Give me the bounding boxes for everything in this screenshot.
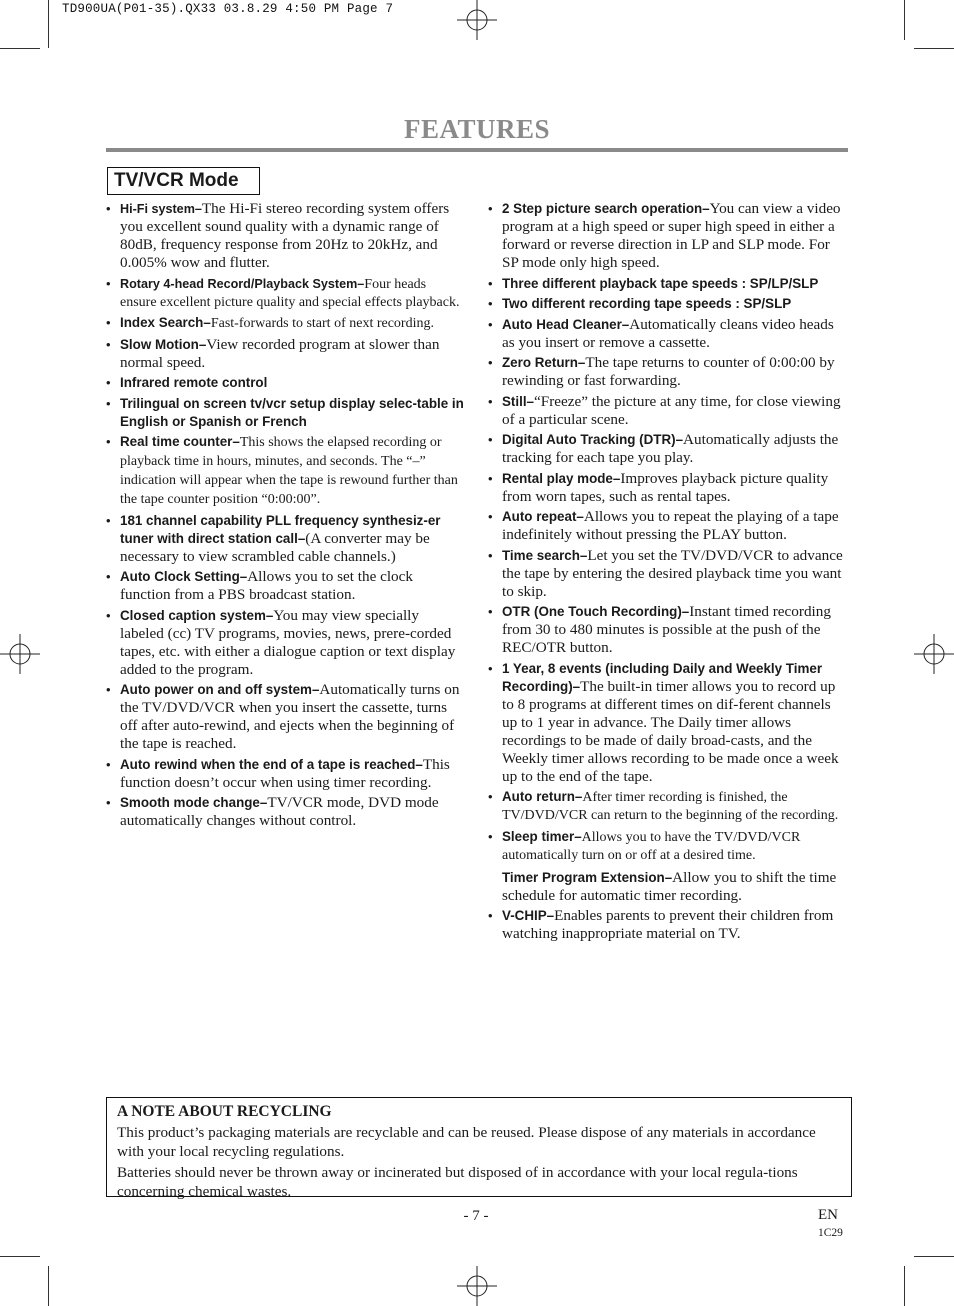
- crop-mark: [0, 48, 40, 49]
- feature-item: • Two different recording tape speeds : SP/SLP: [488, 296, 792, 311]
- feature-item: • OTR (One Touch Recording)–Instant timed recording from 30 to 480 minutes is possible at the push of the REC/OTR button.: [488, 603, 831, 656]
- recycling-paragraph: Batteries should never be thrown away or incinerated but disposed of in accordance with your local regula-tions concerning chemical wastes.: [117, 1163, 798, 1200]
- feature-item: • 1 Year, 8 events (including Daily and Weekly Timer Recording)–The built-in timer allows you to record up to 8 programs at different times on dif-ferent channels up to 1 year in advance. The Daily timer allows recordings to be made of daily broad-casts, and the Weekly timer allows recording to be made once a week up to the end of the tape.: [488, 660, 839, 785]
- registration-mark-icon: [0, 634, 40, 674]
- feature-item: • Infrared remote control: [106, 375, 268, 390]
- crop-mark: [0, 1256, 40, 1257]
- feature-item: • Trilingual on screen tv/vcr setup display selec-table in English or Spanish or French: [106, 395, 464, 429]
- feature-item: • Auto Head Cleaner–Automatically cleans video heads as you insert or remove a cassette.: [488, 315, 834, 351]
- mode-heading: TV/VCR Mode: [107, 167, 260, 195]
- feature-item: • Auto Clock Setting–Allows you to set the clock function from a PBS broadcast station.: [106, 568, 413, 603]
- right-feature-column: [488, 200, 848, 946]
- recycling-note: [106, 1097, 852, 1200]
- crop-mark: [904, 0, 905, 40]
- title-rule: [106, 148, 848, 152]
- document-code: 1C29: [818, 1227, 843, 1239]
- feature-item: • Closed caption system–You may view specially labeled (cc) TV programs, movies, news, prere-corded tapes, etc. with either a dialogue caption or text display added to the program.: [106, 606, 456, 678]
- page-title: FEATURES: [403, 114, 551, 144]
- page-number: - 7 -: [463, 1208, 489, 1224]
- feature-item: • Rotary 4-head Record/Playback System–Four heads ensure excellent picture quality and special effects playback.: [106, 275, 460, 310]
- crop-mark: [48, 1266, 49, 1306]
- crop-mark: [904, 1266, 905, 1306]
- feature-item: • Auto repeat–Allows you to repeat the playing of a tape indefinitely without pressing the PLAY button.: [488, 508, 839, 543]
- registration-mark-icon: [914, 634, 954, 674]
- feature-item: • Three different playback tape speeds : SP/LP/SLP: [488, 275, 819, 291]
- feature-item: • Auto power on and off system–Automatically turns on the TV/DVD/VCR when you insert the cassette, turns off after auto-rewind, and ejects when the beginning of the tape is reached.: [106, 681, 460, 752]
- crop-mark: [914, 1256, 954, 1257]
- feature-item: • V-CHIP–Enables parents to prevent their children from watching inappropriate material on TV.: [488, 907, 834, 942]
- feature-item: • Rental play mode–Improves playback picture quality from worn tapes, such as rental tapes.: [488, 469, 829, 505]
- feature-item: • 181 channel capability PLL frequency synthesiz-er tuner with direct station call–(A converter may be necessary to view scrambled cable channels.): [106, 512, 441, 565]
- recycling-heading: A NOTE ABOUT RECYCLING: [117, 1103, 332, 1120]
- crop-mark: [914, 48, 954, 49]
- registration-mark-icon: [457, 1266, 497, 1306]
- language-label: EN: [818, 1207, 838, 1223]
- feature-item: • Sleep timer–Allows you to have the TV/DVD/VCR automatically turn on or off at a desired time.: [488, 828, 801, 863]
- feature-item: • Time search–Let you set the TV/DVD/VCR to advance the tape by entering the desired playback time you want to skip.: [488, 546, 843, 600]
- recycling-paragraph: This product’s packaging materials are recyclable and can be reused. Please dispose of any materials in accordance with your local recycling regulations.: [117, 1123, 816, 1160]
- feature-item: • Zero Return–The tape returns to counter of 0:00:00 by rewinding or fast forwarding.: [488, 354, 835, 389]
- feature-item: Timer Program Extension–Allow you to shift the time schedule for automatic timer recording.: [502, 868, 837, 904]
- feature-item: • Still–“Freeze” the picture at any time, for close viewing of a particular scene.: [488, 392, 841, 428]
- printer-slug: TD900UA(P01-35).QX33 03.8.29 4:50 PM Page 7: [62, 2, 394, 16]
- feature-item: • Auto return–After timer recording is finished, the TV/DVD/VCR can return to the beginning of the recording.: [488, 789, 839, 823]
- feature-item: • Real time counter–This shows the elapsed recording or playback time in hours, minutes, and seconds. The “–” indication will appear when the tape is rewound further than the tape counter position “0:00:00”.: [106, 434, 458, 507]
- feature-item: • Smooth mode change–TV/VCR mode, DVD mode automatically changes without control.: [106, 794, 439, 829]
- left-feature-column: [106, 200, 466, 833]
- feature-item: • Index Search–Fast-forwards to start of next recording.: [106, 315, 434, 331]
- feature-item: • Auto rewind when the end of a tape is reached–This function doesn’t occur when using timer recording.: [106, 755, 450, 791]
- crop-mark: [48, 0, 49, 48]
- feature-item: • Digital Auto Tracking (DTR)–Automatically adjusts the tracking for each tape you play.: [488, 431, 839, 466]
- feature-item: • Hi-Fi system–The Hi-Fi stereo recording system offers you excellent sound quality with a dynamic range of 80dB, frequency response from 20Hz to 20kHz, and 0.005% wow and flutter.: [106, 200, 450, 271]
- registration-mark-icon: [457, 0, 497, 40]
- feature-item: • Slow Motion–View recorded program at slower than normal speed.: [106, 335, 440, 371]
- feature-item: • 2 Step picture search operation–You can view a video program at a high speed or super high speed in either a forward or reverse direction in LP and SLP mode. For SP mode only high speed.: [488, 200, 841, 271]
